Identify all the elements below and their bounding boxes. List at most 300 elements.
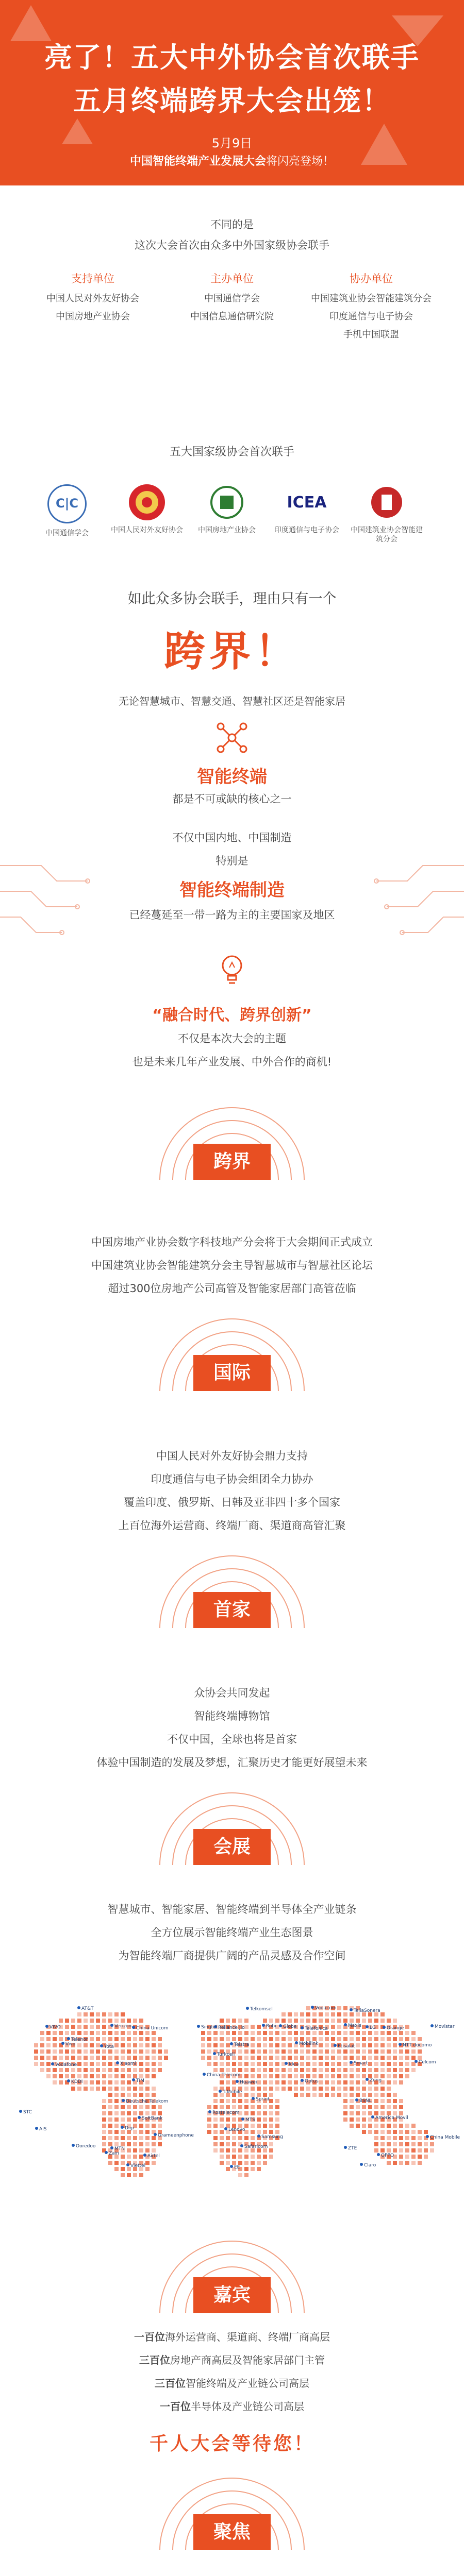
- first-line: 众协会共同发起: [194, 1687, 270, 1699]
- map-dot: [312, 2012, 317, 2016]
- section-cross: [0, 1097, 464, 1226]
- map-dot: [418, 2049, 422, 2054]
- map-dot: [393, 2148, 397, 2153]
- map-dot: [281, 2087, 286, 2091]
- map-dot: [84, 2080, 88, 2084]
- map-dot: [96, 2056, 100, 2060]
- map-dot: [325, 2049, 329, 2054]
- map-dot: [306, 2031, 310, 2035]
- map-dot: [244, 2167, 248, 2171]
- map-dot: [306, 2074, 310, 2078]
- map-dot: [77, 2068, 81, 2072]
- map-dot: [139, 2068, 143, 2072]
- map-dot: [399, 2074, 403, 2078]
- map-dot: [90, 2043, 94, 2047]
- map-dot: [251, 2130, 255, 2134]
- map-dot: [418, 2056, 422, 2060]
- intl-line: 上百位海外运营商、终端厂商、渠道商高管汇聚: [118, 1519, 346, 1532]
- map-dot: [34, 2062, 38, 2066]
- map-dot: [306, 2087, 310, 2091]
- map-dot: [77, 2087, 81, 2091]
- map-dot: [362, 2068, 366, 2072]
- map-dot: [257, 2130, 261, 2134]
- theme-quote: “融合时代、跨界创新”: [152, 1006, 312, 1024]
- map-dot: [430, 2148, 434, 2153]
- map-dot: [34, 2056, 38, 2060]
- map-pin-icon: [197, 2025, 200, 2028]
- map-dot: [393, 2056, 397, 2060]
- map-dot: [244, 2037, 248, 2041]
- map-dot: [232, 2031, 236, 2035]
- map-dot: [411, 2142, 416, 2146]
- lightbulb-icon: [219, 953, 245, 989]
- map-dot: [133, 2068, 137, 2072]
- map-pin-icon: [285, 2062, 288, 2065]
- map-dot: [152, 2124, 156, 2128]
- guest-strong: 一百位: [160, 2400, 191, 2413]
- map-dot: [411, 2148, 416, 2153]
- map-dot: [152, 2161, 156, 2165]
- map-dot: [59, 2049, 63, 2054]
- map-pin-icon: [230, 2042, 233, 2045]
- map-dot: [121, 2161, 125, 2165]
- map-dot: [380, 2049, 385, 2054]
- map-pin-icon: [105, 2151, 108, 2154]
- map-dot: [405, 2142, 409, 2146]
- map-dot: [387, 2037, 391, 2041]
- map-dot: [393, 2111, 397, 2115]
- guest-strong: 三百位: [139, 2354, 170, 2366]
- map-dot: [350, 2068, 354, 2072]
- map-dot: [102, 2037, 106, 2041]
- map-dot: [232, 2037, 236, 2041]
- map-dot: [139, 2136, 143, 2140]
- map-pin-icon: [35, 2127, 38, 2130]
- map-dot: [337, 2037, 341, 2041]
- map-dot: [90, 2087, 94, 2091]
- guest-line: [0, 2329, 464, 2344]
- map-dot: [399, 2105, 403, 2109]
- section-expo: [0, 1783, 464, 1911]
- host-item: 中国通信学会: [204, 293, 260, 304]
- map-dot: [220, 2117, 224, 2122]
- map-dot: [275, 2031, 279, 2035]
- map-dot: [356, 2105, 360, 2109]
- map-dot: [90, 2012, 94, 2016]
- map-dot: [275, 2056, 279, 2060]
- map-dot: [343, 2074, 347, 2078]
- map-dot: [331, 2019, 335, 2023]
- map-dot: [114, 2019, 119, 2023]
- map-dot: [96, 2043, 100, 2047]
- map-dot: [331, 2080, 335, 2084]
- map-dot: [374, 2037, 378, 2041]
- map-dot: [387, 2093, 391, 2097]
- map-label: Vodafone: [55, 2062, 77, 2067]
- map-dot: [380, 2124, 385, 2128]
- map-dot: [306, 2012, 310, 2016]
- map-dot: [251, 2111, 255, 2115]
- map-dot: [114, 2136, 119, 2140]
- map-dot: [232, 2155, 236, 2159]
- map-label: Vivo: [65, 2042, 76, 2047]
- map-dot: [312, 2062, 317, 2066]
- map-dot: [275, 2111, 279, 2115]
- map-dot: [152, 2105, 156, 2109]
- map-dot: [424, 2142, 428, 2146]
- intl-line: 印度通信与电子协会组团全力协办: [151, 1473, 313, 1485]
- map-dot: [244, 2161, 248, 2165]
- map-dot: [238, 2099, 242, 2103]
- map-dot: [387, 2099, 391, 2103]
- guest-line: [0, 2398, 464, 2413]
- map-dot: [96, 2031, 100, 2035]
- map-dot: [46, 2056, 51, 2060]
- guest-rest: 海外运营商、渠道商、终端厂商高层: [165, 2331, 330, 2343]
- map-dot: [325, 2031, 329, 2035]
- map-dot: [108, 2117, 112, 2122]
- map-dot: [350, 2056, 354, 2060]
- map-dot: [145, 2136, 150, 2140]
- map-dot: [251, 2037, 255, 2041]
- map-dot: [331, 2068, 335, 2072]
- map-dot: [368, 2068, 372, 2072]
- guest-strong: 一百位: [134, 2331, 165, 2343]
- map-dot: [319, 2031, 323, 2035]
- logo-label: 中国房地产业协会: [198, 526, 256, 534]
- map-dot: [201, 2031, 205, 2035]
- map-dot: [220, 2148, 224, 2153]
- map-label: AT&T: [81, 2006, 94, 2011]
- map-dot: [343, 2099, 347, 2103]
- map-label: KDDI: [71, 2079, 83, 2084]
- map-dot: [127, 2093, 131, 2097]
- map-dot: [288, 2074, 292, 2078]
- section-first: [0, 1546, 464, 1674]
- map-dot: [108, 2099, 112, 2103]
- map-dot: [244, 2155, 248, 2159]
- map-label: TeliaSonera: [354, 2008, 380, 2013]
- map-dot: [145, 2056, 150, 2060]
- map-dot: [145, 2093, 150, 2097]
- map-dot: [387, 2043, 391, 2047]
- theme-line1: 不仅是本次大会的主题: [178, 1032, 286, 1045]
- map-dot: [300, 2062, 304, 2066]
- map-dot: [226, 2019, 230, 2023]
- map-dot: [40, 2068, 44, 2072]
- map-label: EE: [234, 2165, 240, 2170]
- map-dot: [356, 2074, 360, 2078]
- map-dot: [257, 2080, 261, 2084]
- map-dot: [263, 2080, 267, 2084]
- map-dot: [108, 2130, 112, 2134]
- map-dot: [399, 2155, 403, 2159]
- map-dot: [343, 2012, 347, 2016]
- map-dot: [127, 2043, 131, 2047]
- map-dot: [387, 2136, 391, 2140]
- map-dot: [96, 2019, 100, 2023]
- map-dot: [90, 2080, 94, 2084]
- map-label: Vodacom: [315, 2006, 337, 2011]
- map-dot: [244, 2068, 248, 2072]
- map-dot: [257, 2111, 261, 2115]
- map-label: Telstra: [234, 2042, 250, 2047]
- map-label: Turkcell: [217, 2052, 235, 2057]
- map-dot: [232, 2161, 236, 2165]
- map-dot: [201, 2043, 205, 2047]
- map-dot: [152, 2043, 156, 2047]
- map-dot: [399, 2056, 403, 2060]
- map-dot: [108, 2068, 112, 2072]
- map-dot: [53, 2037, 57, 2041]
- map-dot: [405, 2155, 409, 2159]
- support-item: 中国房地产业协会: [56, 311, 130, 322]
- map-dot: [121, 2037, 125, 2041]
- map-dot: [213, 2142, 218, 2146]
- map-dot: [65, 2056, 69, 2060]
- map-label: Huawei: [240, 2080, 257, 2085]
- map-dot: [319, 2087, 323, 2091]
- map-pin-icon: [67, 2037, 70, 2040]
- map-dot: [152, 2093, 156, 2097]
- map-dot: [257, 2068, 261, 2072]
- map-dot: [90, 2049, 94, 2054]
- map-dot: [121, 2136, 125, 2140]
- map-dot: [405, 2130, 409, 2134]
- map-dot: [102, 2031, 106, 2035]
- map-dot: [405, 2148, 409, 2153]
- map-dot: [337, 2012, 341, 2016]
- map-dot: [158, 2111, 162, 2115]
- map-dot: [71, 2068, 75, 2072]
- map-dot: [207, 2037, 211, 2041]
- guest-rest: 半导体及产业链公司高层: [191, 2400, 304, 2413]
- map-dot: [90, 2031, 94, 2035]
- map-dot: [350, 2019, 354, 2023]
- map-dot: [251, 2056, 255, 2060]
- map-dot: [251, 2155, 255, 2159]
- map-dot: [102, 2080, 106, 2084]
- map-dot: [263, 2117, 267, 2122]
- map-dot: [244, 2093, 248, 2097]
- map-dot: [102, 2105, 106, 2109]
- map-dot: [251, 2049, 255, 2054]
- map-dot: [269, 2124, 273, 2128]
- map-dot: [244, 2087, 248, 2091]
- map-dot: [257, 2105, 261, 2109]
- map-dot: [319, 2056, 323, 2060]
- map-dot: [281, 2037, 286, 2041]
- map-dot: [84, 2087, 88, 2091]
- map-dot: [84, 2068, 88, 2072]
- map-dot: [127, 2019, 131, 2023]
- map-dot: [251, 2025, 255, 2029]
- map-dot: [325, 2093, 329, 2097]
- map-dot: [399, 2142, 403, 2146]
- map-label: Sprint: [256, 2097, 270, 2102]
- map-dot: [127, 2074, 131, 2078]
- map-dot: [238, 2161, 242, 2165]
- map-dot: [127, 2087, 131, 2091]
- map-label: MTS: [245, 2117, 255, 2123]
- map-pin-icon: [203, 2073, 206, 2076]
- map-label: Airtel: [147, 2154, 160, 2159]
- map-pin-icon: [110, 2146, 113, 2149]
- map-dot: [387, 2031, 391, 2035]
- map-dot: [121, 2049, 125, 2054]
- terminal-title2: 智能终端制造: [179, 880, 285, 901]
- map-dot: [350, 2111, 354, 2115]
- map-dot: [362, 2037, 366, 2041]
- map-dot: [294, 2049, 298, 2054]
- map-pin-icon: [240, 2144, 243, 2147]
- map-dot: [139, 2037, 143, 2041]
- section-badge: 嘉宾: [193, 2277, 271, 2313]
- map-dot: [257, 2062, 261, 2066]
- map-dot: [331, 2056, 335, 2060]
- map-dot: [238, 2173, 242, 2177]
- why-headline: 跨界！: [164, 628, 300, 675]
- map-pin-icon: [301, 2079, 304, 2082]
- map-dot: [300, 2049, 304, 2054]
- map-dot: [350, 2031, 354, 2035]
- map-dot: [325, 2068, 329, 2072]
- map-dot: [139, 2148, 143, 2153]
- map-label: STC: [23, 2110, 32, 2115]
- map-dot: [269, 2093, 273, 2097]
- map-dot: [251, 2136, 255, 2140]
- map-dot: [133, 2155, 137, 2159]
- map-dot: [251, 2167, 255, 2171]
- map-dot: [84, 2074, 88, 2078]
- map-dot: [257, 2124, 261, 2128]
- map-dot: [411, 2161, 416, 2165]
- map-pin-icon: [241, 2117, 244, 2121]
- map-dot: [275, 2087, 279, 2091]
- map-dot: [399, 2111, 403, 2115]
- map-dot: [108, 2105, 112, 2109]
- map-dot: [368, 2087, 372, 2091]
- map-dot: [96, 2025, 100, 2029]
- map-dot: [53, 2056, 57, 2060]
- map-dot: [213, 2124, 218, 2128]
- map-dot: [337, 2080, 341, 2084]
- map-pin-icon: [61, 2042, 64, 2045]
- map-dot: [65, 2025, 69, 2029]
- map-dot: [350, 2012, 354, 2016]
- map-dot: [294, 2093, 298, 2097]
- map-dot: [312, 2031, 317, 2035]
- map-dot: [337, 2031, 341, 2035]
- map-dot: [40, 2062, 44, 2066]
- map-dot: [350, 2080, 354, 2084]
- map-dot: [393, 2124, 397, 2128]
- map-dot: [411, 2037, 416, 2041]
- map-pin-icon: [334, 2044, 337, 2047]
- map-dot: [350, 2124, 354, 2128]
- svg-text:ICEA: ICEA: [287, 494, 327, 512]
- map-dot: [108, 2056, 112, 2060]
- map-dot: [238, 2031, 242, 2035]
- map-dot: [263, 2093, 267, 2097]
- map-pin-icon: [377, 2153, 380, 2156]
- map-label: Zong: [370, 2078, 382, 2083]
- map-dot: [374, 2093, 378, 2097]
- map-dot: [244, 2049, 248, 2054]
- map-dot: [393, 2019, 397, 2023]
- map-dot: [263, 2043, 267, 2047]
- map-pin-icon: [383, 2026, 386, 2029]
- map-dot: [139, 2049, 143, 2054]
- map-dot: [306, 2037, 310, 2041]
- map-dot: [288, 2037, 292, 2041]
- map-dot: [300, 2087, 304, 2091]
- map-dot: [374, 2124, 378, 2128]
- co-host-item: 印度通信与电子协会: [329, 311, 413, 322]
- map-dot: [306, 2093, 310, 2097]
- map-dot: [368, 2111, 372, 2115]
- map-dot: [374, 2062, 378, 2066]
- host-title: 主办单位: [210, 273, 254, 285]
- map-dot: [263, 2155, 267, 2159]
- map-dot: [331, 2049, 335, 2054]
- map-dot: [269, 2087, 273, 2091]
- map-dot: [362, 2056, 366, 2060]
- terminal-line1: 都是不可或缺的核心之一: [172, 793, 292, 805]
- map-dot: [387, 2074, 391, 2078]
- map-label: Rostelecom: [212, 2110, 240, 2115]
- map-dot: [405, 2062, 409, 2066]
- host-item: 中国信息通信研究院: [190, 311, 274, 322]
- map-dot: [343, 2111, 347, 2115]
- map-dot: [213, 2105, 218, 2109]
- map-dot: [77, 2031, 81, 2035]
- map-dot: [405, 2074, 409, 2078]
- map-dot: [232, 2105, 236, 2109]
- map-dot: [145, 2161, 150, 2165]
- map-dot: [337, 2019, 341, 2023]
- map-dot: [207, 2124, 211, 2128]
- map-dot: [374, 2099, 378, 2103]
- cross-line: 中国房地产业协会数字科技地产分会将于大会期间正式成立: [91, 1236, 373, 1248]
- map-dot: [306, 2049, 310, 2054]
- map-dot: [281, 2031, 286, 2035]
- map-dot: [207, 2049, 211, 2054]
- map-pin-icon: [126, 2163, 129, 2166]
- map-dot: [139, 2142, 143, 2146]
- association-logos: [31, 484, 433, 556]
- map-dot: [380, 2136, 385, 2140]
- map-dot: [238, 2155, 242, 2159]
- map-dot: [288, 2012, 292, 2016]
- map-dot: [312, 2037, 317, 2041]
- map-dot: [411, 2068, 416, 2072]
- map-dot: [84, 2025, 88, 2029]
- map-dot: [213, 2117, 218, 2122]
- map-dot: [127, 2049, 131, 2054]
- map-pin-icon: [132, 2026, 135, 2029]
- map-dot: [145, 2087, 150, 2091]
- map-dot: [121, 2019, 125, 2023]
- map-dot: [288, 2068, 292, 2072]
- map-label: Orange: [387, 2026, 404, 2031]
- map-dot: [325, 2056, 329, 2060]
- map-dot: [380, 2056, 385, 2060]
- map-dot: [288, 2019, 292, 2023]
- map-dot: [127, 2037, 131, 2041]
- map-dot: [251, 2043, 255, 2047]
- map-dot: [145, 2031, 150, 2035]
